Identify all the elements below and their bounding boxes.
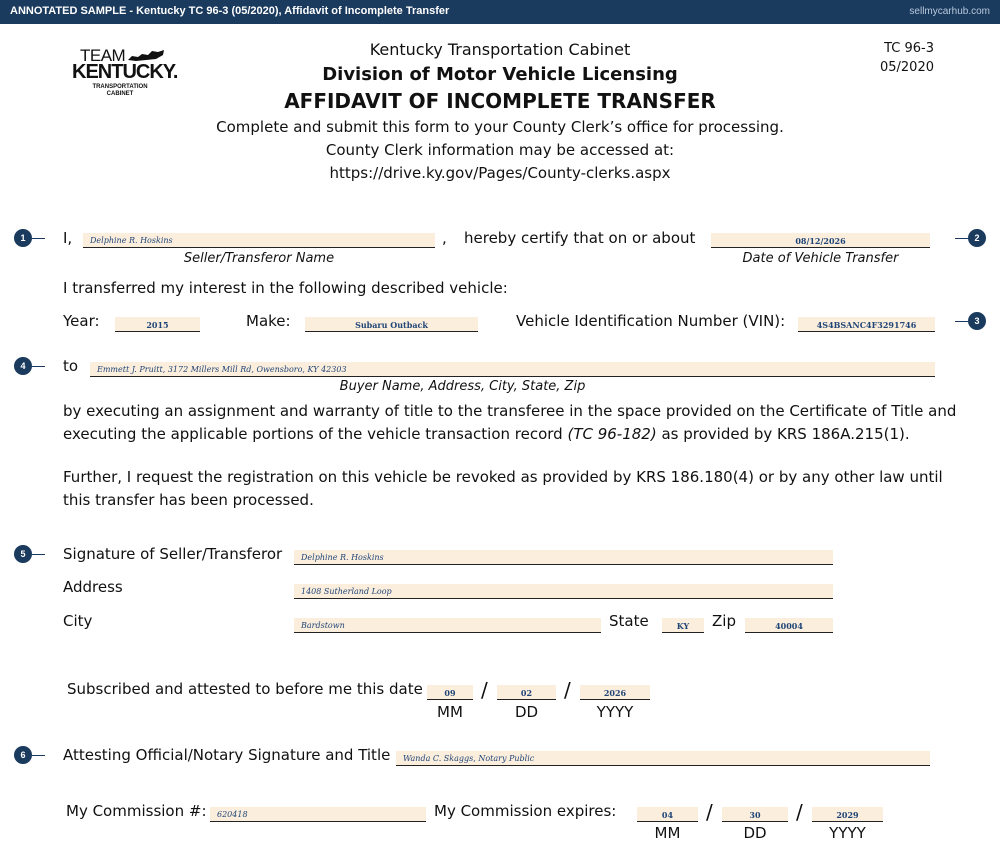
seller-state-label: State bbox=[609, 612, 649, 630]
statement-line-2 bbox=[63, 423, 963, 446]
marker-leader-3 bbox=[955, 321, 968, 322]
expires-month-field[interactable]: 04 bbox=[637, 807, 698, 822]
tc-96-182-reference: (TC 96-182) bbox=[567, 425, 657, 443]
attest-month-field[interactable]: 09 bbox=[427, 685, 473, 700]
request-line-1: Further, I request the registration on this vehicle be revoked as provided by KRS 186.180(4) or by any other law until bbox=[63, 468, 943, 486]
attest-slash-1: / bbox=[481, 678, 488, 702]
seller-signature-label: Signature of Seller/Transferor bbox=[63, 545, 283, 563]
expires-day-field[interactable]: 30 bbox=[722, 807, 788, 822]
banner-title: ANNOTATED SAMPLE - Kentucky TC 96-3 (05/2020), Affidavit of Incomplete Transfer bbox=[10, 5, 450, 17]
seller-name-caption: Seller/Transferor Name bbox=[183, 251, 335, 266]
logo-line-4: CABINET bbox=[106, 91, 134, 97]
marker-leader-2 bbox=[955, 238, 968, 239]
attest-day-caption: DD bbox=[514, 703, 539, 721]
expires-slash-1: / bbox=[706, 800, 713, 824]
notary-label: Attesting Official/Notary Signature and Title bbox=[63, 746, 391, 764]
vin-field[interactable]: 4S4BSANC4F3291746 bbox=[798, 317, 935, 332]
attest-month-caption: MM bbox=[437, 703, 463, 721]
seller-state-field[interactable]: KY bbox=[662, 618, 704, 633]
marker-leader-1 bbox=[32, 238, 45, 239]
commission-number-label: My Commission #: bbox=[66, 802, 207, 820]
vin-label: Vehicle Identification Number (VIN): bbox=[516, 312, 786, 330]
attest-year-field[interactable]: 2026 bbox=[580, 685, 650, 700]
buyer-caption: Buyer Name, Address, City, State, Zip bbox=[339, 379, 586, 394]
expires-year-field[interactable]: 2029 bbox=[812, 807, 883, 822]
form-revision-date: 05/2020 bbox=[879, 60, 934, 75]
seller-address-field[interactable]: 1408 Sutherland Loop bbox=[294, 584, 833, 599]
statement-line-1: by executing an assignment and warranty of title to the transferee in the space provided on the Certificate of Title and bbox=[63, 402, 957, 420]
expires-day-caption: DD bbox=[743, 824, 767, 842]
county-clerk-url[interactable]: https://drive.ky.gov/Pages/County-clerks.aspx bbox=[329, 164, 671, 182]
certify-text: hereby certify that on or about bbox=[464, 229, 696, 247]
statement-paragraph-1 bbox=[63, 400, 963, 446]
logo-line-1: TEAM bbox=[80, 46, 126, 65]
expires-month-caption: MM bbox=[654, 824, 681, 842]
vehicle-intro: I transferred my interest in the following described vehicle: bbox=[63, 279, 508, 297]
annotation-marker-3: 3 bbox=[968, 312, 986, 330]
commission-number-field[interactable]: 620418 bbox=[210, 807, 426, 822]
annotation-marker-6: 6 bbox=[14, 746, 32, 764]
top-banner bbox=[0, 0, 1000, 24]
instruction-line-2: County Clerk information may be accessed at: bbox=[325, 141, 675, 159]
make-field[interactable]: Subaru Outback bbox=[305, 317, 478, 332]
attest-day-field[interactable]: 02 bbox=[497, 685, 556, 700]
seller-zip-field[interactable]: 40004 bbox=[745, 618, 833, 633]
transfer-date-caption: Date of Vehicle Transfer bbox=[742, 251, 899, 266]
attest-year-caption: YYYY bbox=[596, 703, 634, 721]
attest-slash-2: / bbox=[564, 678, 571, 702]
statement-paragraph-2 bbox=[63, 466, 963, 512]
annotation-marker-1: 1 bbox=[14, 229, 32, 247]
seller-name-field[interactable]: Delphine R. Hoskins bbox=[83, 233, 435, 248]
annotation-marker-2: 2 bbox=[968, 229, 986, 247]
notary-signature-field[interactable]: Wanda C. Skaggs, Notary Public bbox=[396, 751, 930, 766]
expires-year-caption: YYYY bbox=[829, 824, 866, 842]
year-label: Year: bbox=[63, 312, 100, 330]
seller-city-label: City bbox=[63, 612, 93, 630]
division-name: Division of Motor Vehicle Licensing bbox=[322, 64, 678, 85]
buyer-prefix: to bbox=[63, 357, 79, 375]
annotation-marker-4: 4 bbox=[14, 357, 32, 375]
logo-line-3: TRANSPORTATION bbox=[92, 84, 148, 90]
seller-signature-field[interactable]: Delphine R. Hoskins bbox=[294, 550, 833, 565]
annotation-marker-5: 5 bbox=[14, 545, 32, 563]
banner-site: sellmycarhub.com bbox=[909, 6, 990, 17]
marker-leader-5 bbox=[32, 554, 45, 555]
statement-line-2-end: as provided by KRS 186A.215(1). bbox=[656, 425, 910, 443]
attest-label: Subscribed and attested to before me this date bbox=[67, 680, 423, 698]
commission-expires-label: My Commission expires: bbox=[434, 802, 617, 820]
instruction-line-1: Complete and submit this form to your County Clerk’s office for processing. bbox=[216, 118, 784, 136]
form-number: TC 96-3 bbox=[884, 41, 934, 56]
request-line-2: this transfer has been processed. bbox=[63, 491, 314, 509]
logo-line-2: KENTUCKY. bbox=[72, 61, 178, 83]
seller-city-field[interactable]: Bardstown bbox=[294, 618, 601, 633]
certify-comma: , bbox=[442, 229, 447, 247]
certify-prefix: I, bbox=[63, 229, 73, 247]
marker-leader-4 bbox=[32, 366, 45, 367]
seller-zip-label: Zip bbox=[712, 612, 736, 630]
transfer-date-field[interactable]: 08/12/2026 bbox=[711, 233, 930, 248]
agency-name: Kentucky Transportation Cabinet bbox=[369, 40, 631, 59]
statement-line-2-start: executing the applicable portions of the vehicle transaction record bbox=[63, 425, 568, 443]
year-field[interactable]: 2015 bbox=[115, 317, 200, 332]
marker-leader-6 bbox=[32, 755, 45, 756]
expires-slash-2: / bbox=[796, 800, 803, 824]
buyer-field[interactable]: Emmett J. Pruitt, 3172 Millers Mill Rd, Owensboro, KY 42303 bbox=[90, 362, 935, 377]
seller-address-label: Address bbox=[63, 578, 123, 596]
make-label: Make: bbox=[246, 312, 291, 330]
form-title: AFFIDAVIT OF INCOMPLETE TRANSFER bbox=[284, 89, 716, 113]
